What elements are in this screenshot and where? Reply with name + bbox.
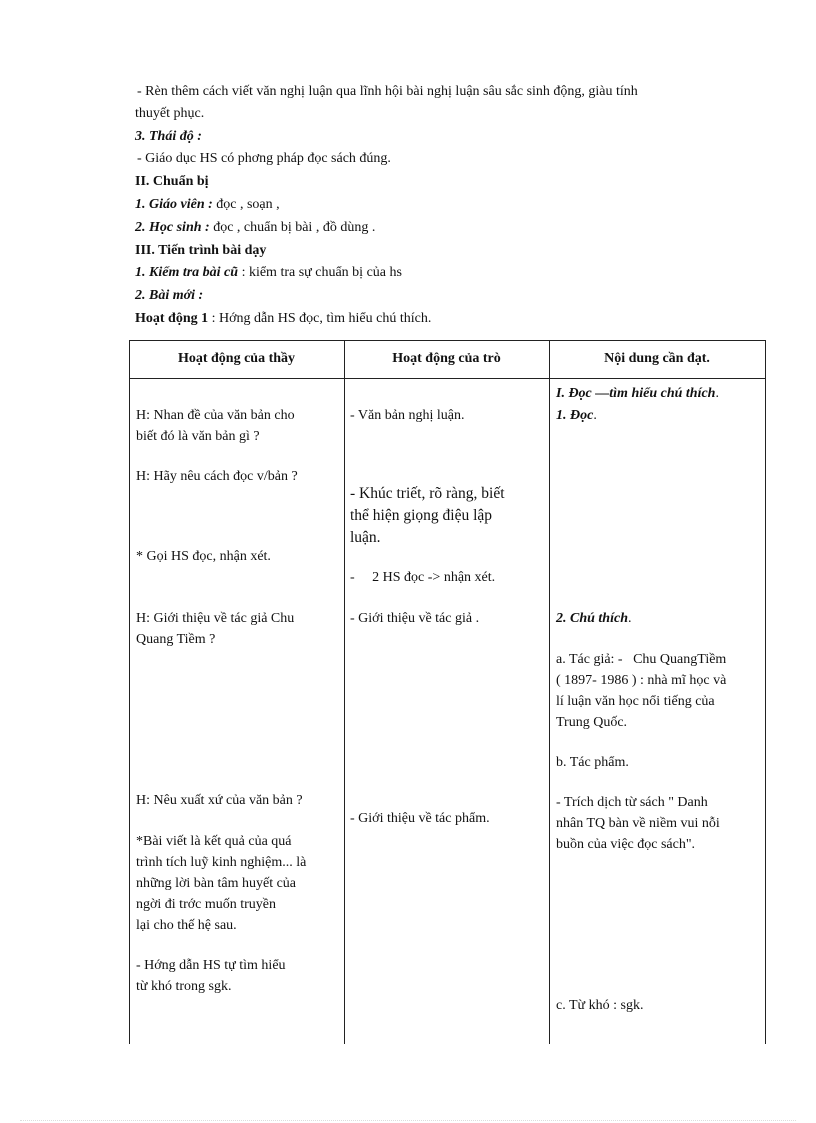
content-heading-1-text: I. Đọc —tìm hiểu chú thích — [556, 386, 716, 401]
check-label: 1. Kiểm tra bài cũ — [135, 265, 239, 280]
teacher-q1-line2: biết đó là văn bản gì ? — [136, 429, 260, 444]
prep-heading: II. Chuẩn bị — [135, 174, 209, 189]
table-col-divider-2 — [549, 340, 550, 1044]
student-prep-line — [135, 218, 375, 238]
attitude-text: - Giáo dục HS có phơng pháp đọc sách đúng. — [137, 151, 391, 166]
content-translation-2: nhân TQ bàn về niềm vui nỗi — [556, 816, 720, 831]
student-a2-line2: thể hiện giọng điệu lập — [350, 507, 493, 524]
content-translation-3: buồn của việc đọc sách". — [556, 837, 696, 852]
process-heading: III. Tiến trình bài dạy — [135, 243, 267, 258]
content-work: b. Tác phẩm. — [556, 755, 629, 770]
table-col-divider-1 — [344, 340, 345, 1044]
teacher-prep-text: đọc , soạn , — [212, 197, 280, 212]
content-heading-read-text: 1. Đọc — [556, 408, 594, 423]
intro-line-1: - Rèn thêm cách viết văn nghị luận qua lĩnh hội bài nghị luận sâu sắc sinh động, giàu tính — [137, 84, 638, 99]
teacher-q3: * Gọi HS đọc, nhận xét. — [136, 549, 271, 564]
student-a3: - 2 HS đọc -> nhận xét. — [350, 570, 496, 585]
student-prep-label: 2. Học sinh : — [135, 220, 210, 235]
content-heading-1-end: . — [715, 386, 719, 401]
content-heading-notes-end: . — [627, 611, 632, 626]
lesson-table — [129, 340, 766, 1044]
content-heading-notes-text: 2. Chú thích — [556, 611, 628, 626]
header-student: Hoạt động của trò — [392, 351, 501, 366]
student-prep-text: đọc , chuẩn bị bài , đồ dùng . — [209, 220, 376, 235]
page-bottom-divider — [20, 1120, 796, 1121]
content-heading-read-end: . — [593, 408, 597, 423]
activity-text: : Hớng dẫn HS đọc, tìm hiểu chú thích. — [208, 311, 432, 326]
content-author-3: lí luận văn học nổi tiếng của — [556, 694, 715, 709]
content-vocab: c. Từ khó : sgk. — [556, 998, 644, 1013]
header-content: Nội dung cần đạt. — [604, 351, 710, 366]
intro-line-2: thuyết phục. — [135, 106, 205, 121]
activity-label: Hoạt động 1 — [135, 311, 209, 326]
check-text: : kiểm tra sự chuẩn bị của hs — [238, 265, 402, 280]
student-a2-line1: - Khúc triết, rõ ràng, biết — [350, 485, 505, 502]
new-lesson-heading: 2. Bài mới : — [135, 288, 204, 303]
teacher-guide-2: từ khó trong sgk. — [136, 979, 232, 994]
student-a5: - Giới thiệu về tác phẩm. — [350, 811, 490, 826]
teacher-note-4: ngời đi trớc muốn truyền — [136, 897, 277, 912]
table-left-border — [129, 340, 130, 1044]
content-author-4: Trung Quốc. — [556, 715, 628, 730]
teacher-q4-line1: H: Giới thiệu về tác giả Chu — [136, 611, 295, 626]
student-a1: - Văn bản nghị luận. — [350, 408, 465, 423]
header-teacher: Hoạt động của thầy — [177, 351, 296, 366]
content-heading-read — [556, 405, 597, 426]
check-line — [135, 263, 402, 283]
table-header-border — [129, 378, 766, 379]
teacher-note-5: lại cho thế hệ sau. — [136, 918, 237, 933]
student-a4: - Giới thiệu về tác giả . — [350, 611, 480, 626]
activity-line — [135, 309, 431, 329]
teacher-prep-label: 1. Giáo viên : — [135, 197, 213, 212]
content-translation-1: - Trích dịch từ sách " Danh — [556, 795, 708, 810]
teacher-q2: H: Hãy nêu cách đọc v/bản ? — [136, 469, 298, 484]
content-author-1: a. Tác giả: - Chu QuangTiềm — [556, 652, 727, 667]
attitude-heading: 3. Thái độ : — [135, 129, 202, 144]
student-a2-line3: luận. — [350, 529, 381, 546]
teacher-note-1: *Bài viết là kết quả của quá — [136, 834, 292, 849]
teacher-q1-line1: H: Nhan đề của văn bản cho — [136, 408, 295, 423]
content-heading-notes — [556, 608, 631, 629]
table-right-border — [765, 340, 766, 1044]
content-author-2: ( 1897- 1986 ) : nhà mĩ học và — [556, 673, 727, 688]
teacher-guide-1: - Hớng dẫn HS tự tìm hiểu — [136, 958, 286, 973]
content-heading-1 — [556, 383, 719, 404]
teacher-note-3: những lời bàn tâm huyết của — [136, 876, 297, 891]
teacher-note-2: trình tích luỹ kinh nghiệm... là — [136, 855, 307, 870]
teacher-q4-line2: Quang Tiềm ? — [136, 632, 216, 647]
teacher-q5: H: Nêu xuất xứ của văn bản ? — [136, 793, 303, 808]
teacher-prep-line — [135, 195, 280, 215]
